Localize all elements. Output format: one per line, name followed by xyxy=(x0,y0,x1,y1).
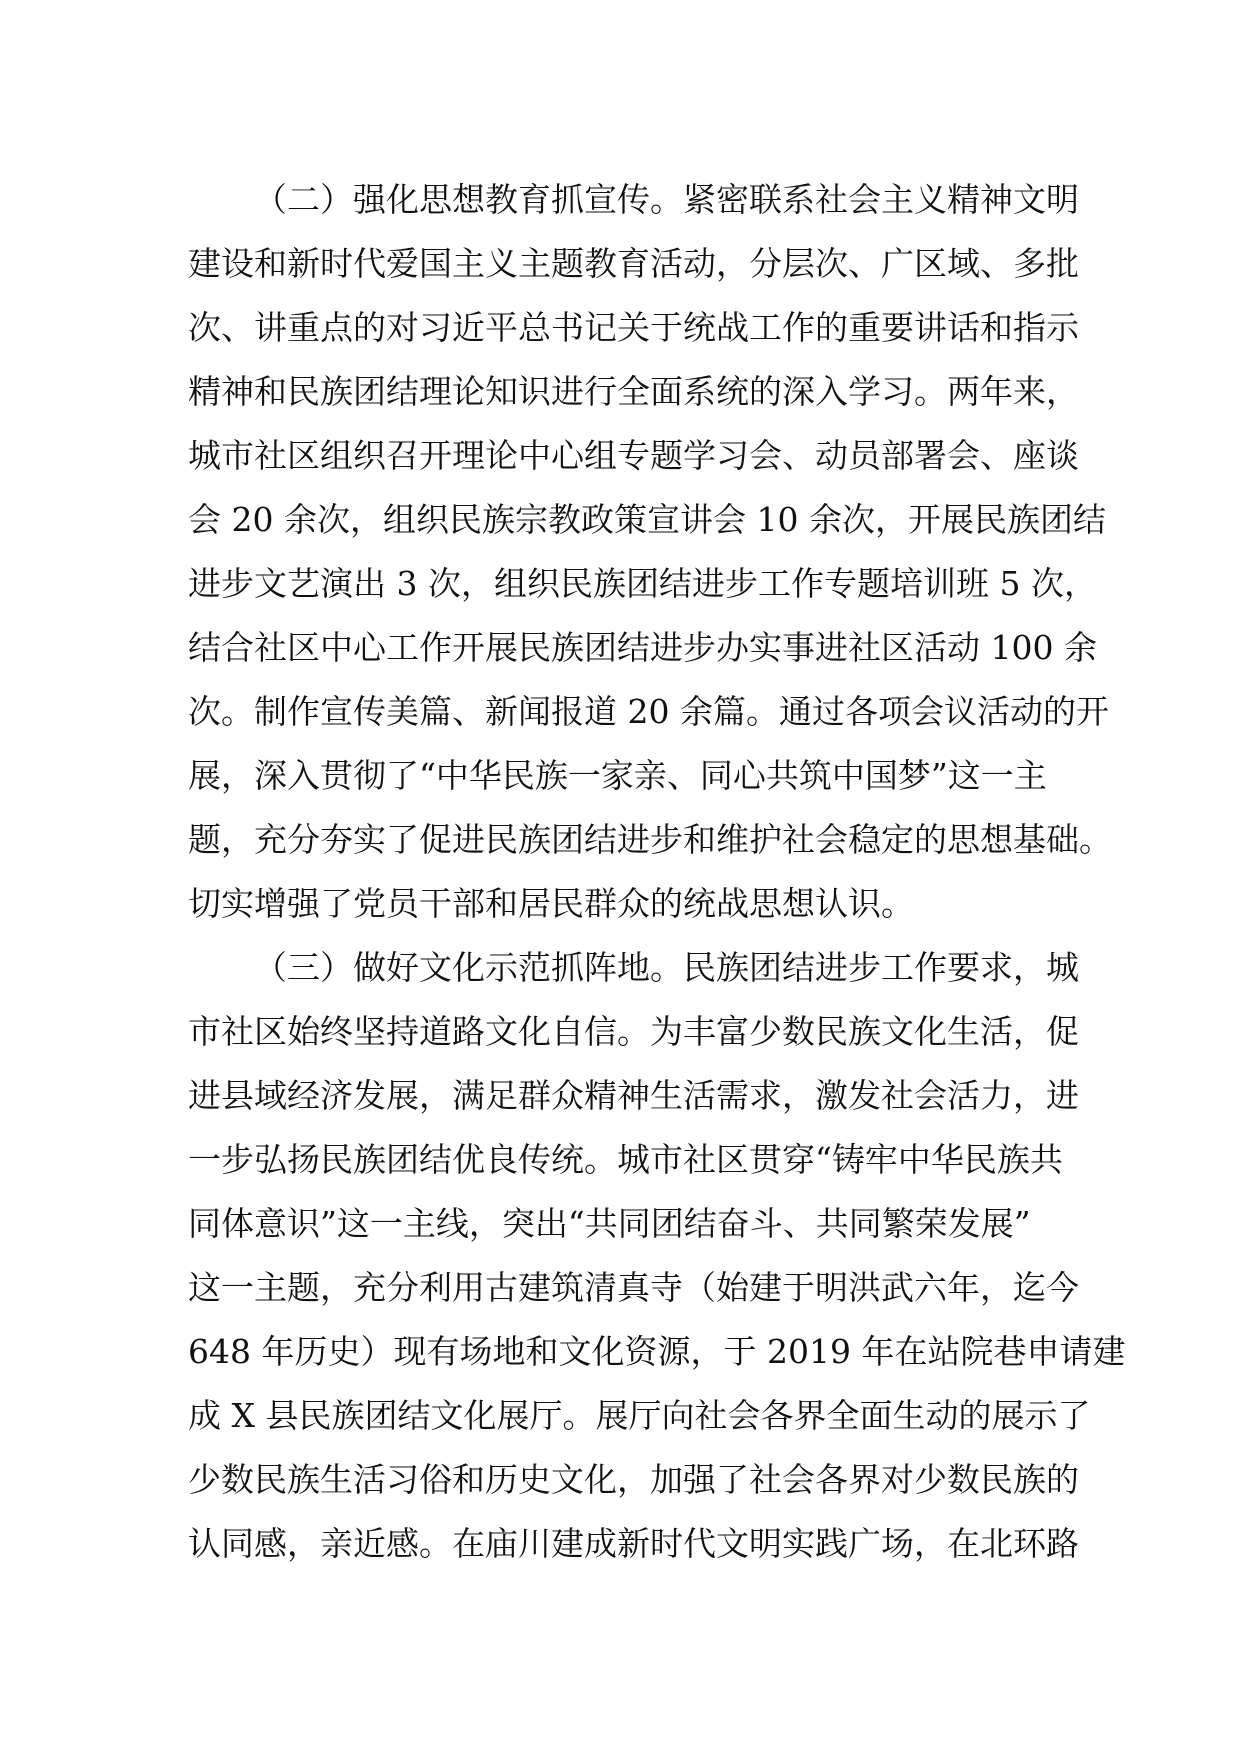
text-line: 精神和民族团结理论知识进行全面系统的深入学习。两年来， xyxy=(188,372,1079,411)
text-line: 进步文艺演出 3 次，组织民族团结进步工作专题培训班 5 次， xyxy=(188,564,1097,603)
text-line: 切实增强了党员干部和居民群众的统战思想认识。 xyxy=(188,884,914,923)
text-line: 建设和新时代爱国主义主题教育活动，分层次、广区域、多批 xyxy=(188,244,1079,283)
text-line: （二）强化思想教育抓宣传。紧密联系社会主义精神文明 xyxy=(254,180,1079,219)
text-line: 题，充分夯实了促进民族团结进步和维护社会稳定的思想基础。 xyxy=(188,820,1112,859)
text-line: 这一主题，充分利用古建筑清真寺（始建于明洪武六年，迄今 xyxy=(188,1268,1079,1307)
text-line: 次、讲重点的对习近平总书记关于统战工作的重要讲话和指示 xyxy=(188,308,1079,347)
text-line: 次。制作宣传美篇、新闻报道 20 余篇。通过各项会议活动的开 xyxy=(188,692,1109,731)
text-line: 进县域经济发展，满足群众精神生活需求，激发社会活力，进 xyxy=(188,1076,1079,1115)
text-line: 同体意识”这一主线，突出“共同团结奋斗、共同繁荣发展” xyxy=(188,1204,1031,1243)
text-line: 一步弘扬民族团结优良传统。城市社区贯穿“铸牢中华民族共 xyxy=(188,1140,1063,1179)
text-line: 成 X 县民族团结文化展厅。展厅向社会各界全面生动的展示了 xyxy=(188,1396,1091,1435)
text-line: 认同感，亲近感。在庙川建成新时代文明实践广场，在北环路 xyxy=(188,1524,1079,1563)
text-line: 结合社区中心工作开展民族团结进步办实事进社区活动 100 余 xyxy=(188,628,1097,667)
paragraph-ideological-education xyxy=(188,168,1112,936)
text-line: 会 20 余次，组织民族宗教政策宣讲会 10 余次，开展民族团结 xyxy=(188,500,1106,539)
text-line: 市社区始终坚持道路文化自信。为丰富少数民族文化生活，促 xyxy=(188,1012,1079,1051)
body-text xyxy=(188,168,1126,1576)
text-line: 展，深入贯彻了“中华民族一家亲、同心共筑中国梦”这一主 xyxy=(188,756,1047,795)
text-line: 648 年历史）现有场地和文化资源，于 2019 年在站院巷申请建 xyxy=(188,1332,1126,1371)
text-line: 城市社区组织召开理论中心组专题学习会、动员部署会、座谈 xyxy=(188,436,1079,475)
paragraph-cultural-demonstration xyxy=(188,936,1126,1576)
text-line: 少数民族生活习俗和历史文化，加强了社会各界对少数民族的 xyxy=(188,1460,1079,1499)
text-line: （三）做好文化示范抓阵地。民族团结进步工作要求，城 xyxy=(254,948,1079,987)
